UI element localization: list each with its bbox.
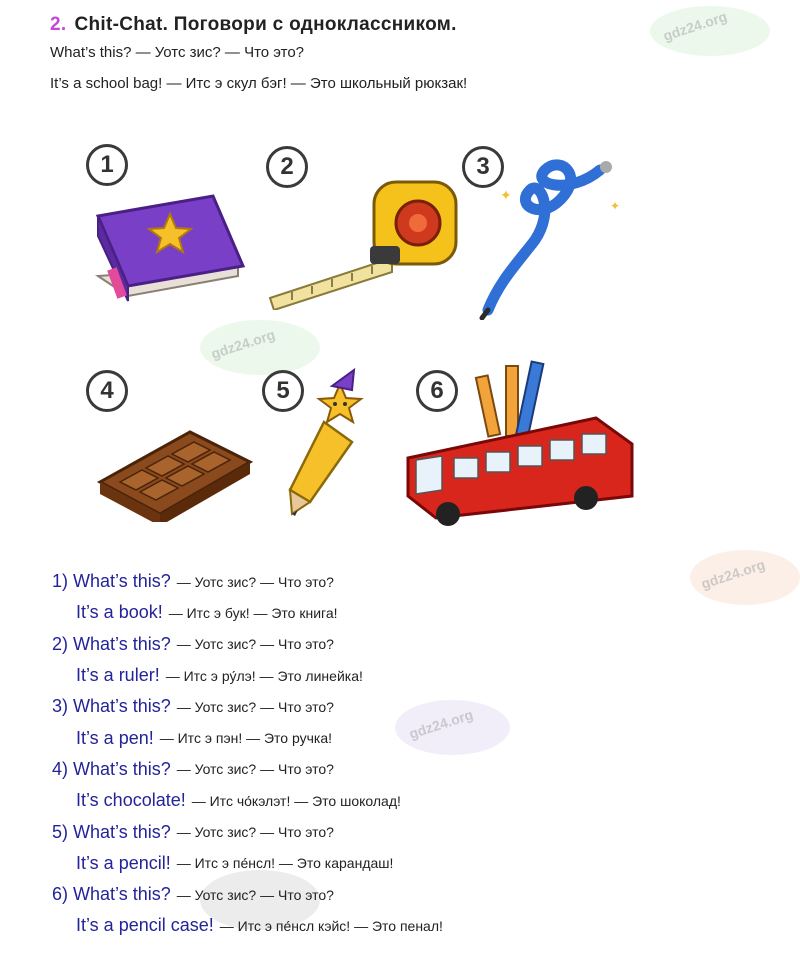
question-ru: — Уотс зис? — Что это?: [176, 824, 334, 841]
watermark-text: gdz24.org: [661, 8, 729, 44]
reply-en: It’s a ruler!: [76, 665, 160, 686]
reply-en: It’s a pencil case!: [76, 915, 214, 936]
tape-measure-ruler-icon: [262, 160, 462, 310]
reply-ru: — Итс э пе́нсл! — Это карандаш!: [176, 855, 394, 872]
answer-question-4: [52, 754, 772, 785]
picture-1: [76, 130, 256, 310]
reply-ru: — Итс э ру́лэ! — Это линейка!: [165, 667, 363, 684]
answer-question-5: [52, 816, 772, 847]
question-en: 5) What’s this?: [52, 821, 171, 842]
chocolate-bar-icon: [90, 402, 260, 522]
twisted-pen-icon: [460, 140, 636, 320]
picture-5: [262, 362, 402, 522]
exercise-title-text: Chit-Chat. Поговори с одноклассником.: [74, 14, 457, 35]
question-en: 6) What’s this?: [52, 884, 171, 905]
answer-reply-1: [52, 597, 772, 628]
badge-4: 4: [86, 370, 128, 412]
badge-6: 6: [416, 370, 458, 412]
badge-2: 2: [266, 146, 308, 188]
reply-ru: — Итс чо́кэлэт! — Это шоколад!: [191, 792, 401, 809]
badge-3: 3: [462, 146, 504, 188]
picture-6: [396, 348, 636, 528]
reply-ru: — Итс э пэн! — Это ручка!: [159, 730, 333, 747]
answers-list: [52, 566, 772, 942]
question-en: 4) What’s this?: [52, 758, 171, 779]
purple-furry-book-icon: [88, 166, 248, 306]
reply-ru: — Итс э пе́нсл кэйс! — Это пенал!: [219, 917, 443, 934]
picture-2: [262, 130, 462, 310]
reply-en: It’s chocolate!: [76, 790, 186, 811]
question-en: 2) What’s this?: [52, 633, 171, 654]
answer-reply-2: [52, 660, 772, 691]
example-question: What’s this? — Уотс зис? — Что это?: [50, 44, 305, 61]
answer-question-1: [52, 566, 772, 597]
svg-text:✦: ✦: [500, 187, 512, 203]
answer-reply-6: [52, 910, 772, 941]
question-ru: — Уотс зис? — Что это?: [176, 761, 334, 778]
answer-reply-5: [52, 848, 772, 879]
pictures-panel: [76, 130, 636, 530]
picture-4: [76, 362, 256, 522]
answer-reply-4: [52, 785, 772, 816]
bus-pencil-case-icon: [396, 348, 636, 528]
question-en: 1) What’s this?: [52, 571, 171, 592]
question-ru: — Уотс зис? — Что это?: [176, 573, 334, 590]
answer-question-3: [52, 691, 772, 722]
question-ru: — Уотс зис? — Что это?: [176, 886, 334, 903]
exercise-title: [50, 14, 770, 36]
answer-question-6: [52, 879, 772, 910]
exercise-number: 2.: [50, 14, 67, 35]
watermark-text: gdz24.org: [699, 556, 767, 592]
question-en: 3) What’s this?: [52, 696, 171, 717]
reply-en: It’s a pencil!: [76, 852, 171, 873]
answer-question-2: [52, 629, 772, 660]
watermark-text: gdz24.org: [407, 706, 475, 742]
watermark-text: gdz24.org: [209, 326, 277, 362]
question-ru: — Уотс зис? — Что это?: [176, 698, 334, 715]
badge-1: 1: [86, 144, 128, 186]
reply-ru: — Итс э бук! — Это книга!: [168, 604, 338, 621]
exercise-header: [50, 14, 770, 92]
example-answer: It’s a school bag! — Итс э скул бэг! — Это школьный рюкзак!: [50, 75, 468, 92]
reply-en: It’s a pen!: [76, 727, 154, 748]
badge-5: 5: [262, 370, 304, 412]
svg-text:✦: ✦: [610, 199, 621, 213]
star-pencil-icon: [262, 362, 402, 522]
picture-3: [460, 130, 636, 320]
question-ru: — Уотс зис? — Что это?: [176, 636, 334, 653]
reply-en: It’s a book!: [76, 602, 163, 623]
answer-reply-3: [52, 722, 772, 753]
